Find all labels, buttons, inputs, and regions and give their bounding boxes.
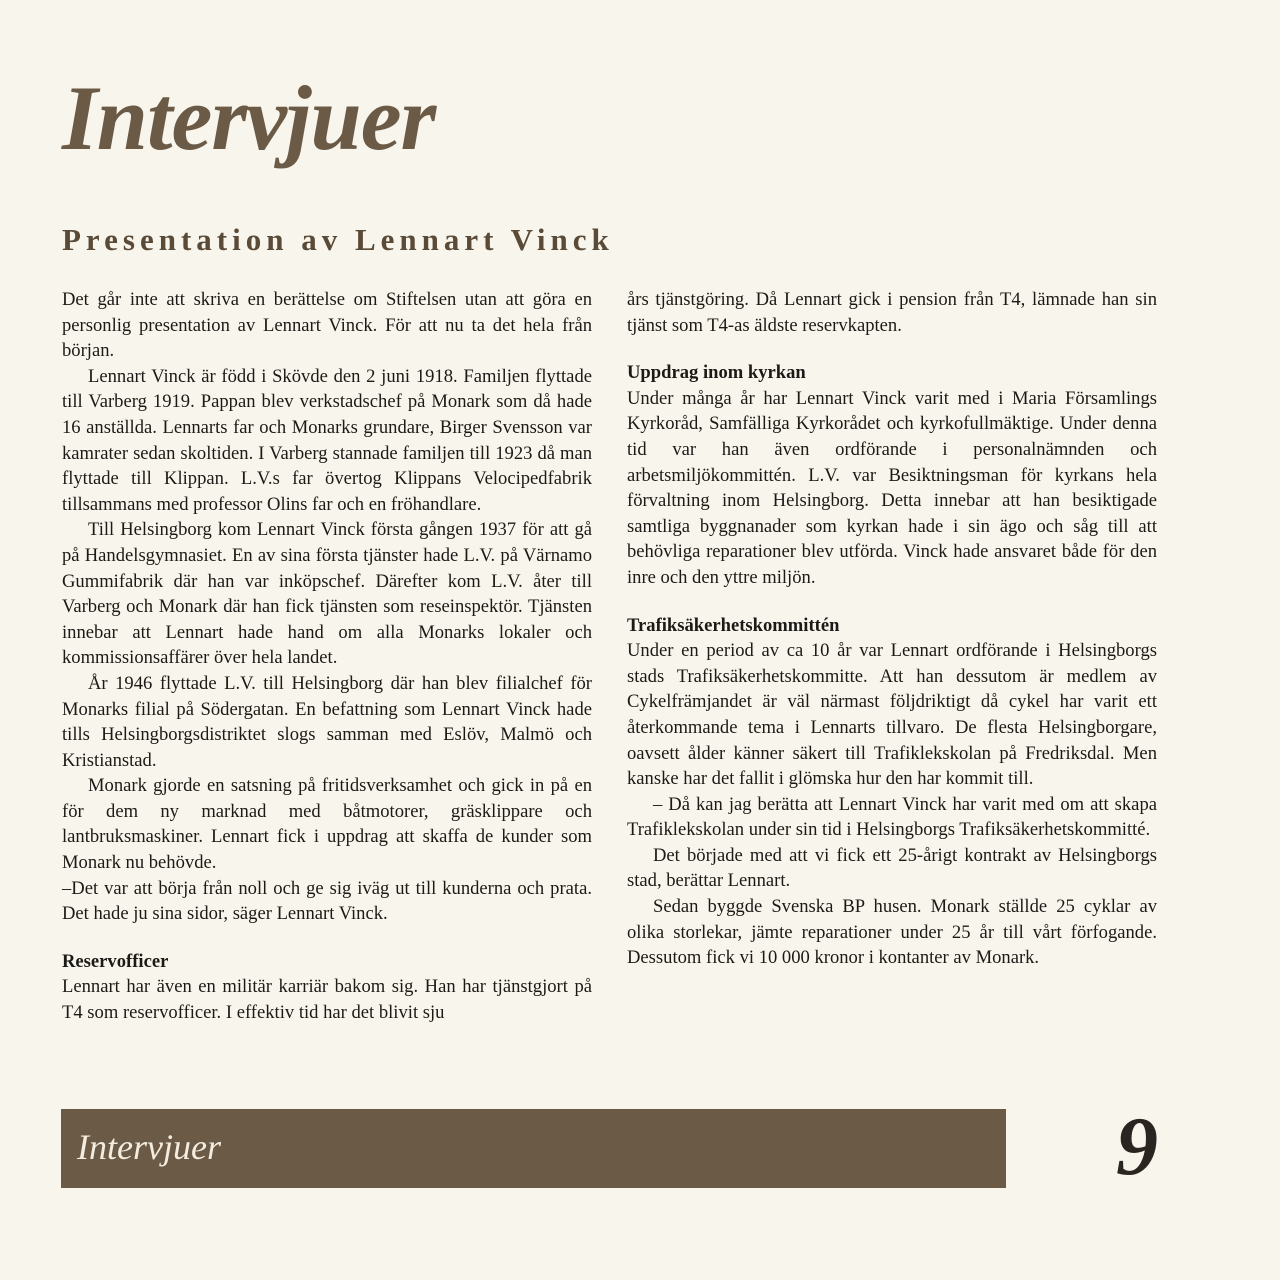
page-title: Intervjuer [62, 67, 436, 169]
paragraph: År 1946 flyttade L.V. till Helsingborg där han blev filialchef för Monarks filial på Södergatan. En befattning som Lennart Vinck hade tills Helsingborgsdistriktet slogs samman med Eslöv, Malmö och Kristianstad. [62, 672, 592, 771]
paragraph: Under en period av ca 10 år var Lennart ordförande i Helsingborgs stads Trafiksäkerhetskommitte. Att han dessutom är medlem av Cykelfrämjandet är väl närmast följdriktigt då cykel har varit ett återkommande tema i Lennarts tillvaro. De flesta Helsingborgare, oavsett ålder känner säkert till Trafiklekskolan på Fredriksdal. Men kanske har det fallit i glömska hur den har kommit till. [627, 640, 1157, 790]
right-column [627, 287, 1157, 971]
paragraph: års tjänstgöring. Då Lennart gick i pension från T4, lämnade han sin tjänst som T4-as äldste reservkapten. [627, 289, 1157, 336]
paragraph: Det går inte att skriva en berättelse om Stiftelsen utan att göra en personlig presentation av Lennart Vinck. För att nu ta det hela från början. [62, 289, 592, 362]
paragraph: Under många år har Lennart Vinck varit med i Maria Församlings Kyrkoråd, Samfälliga Kyrkorådet och kyrkofullmäktige. Under denna tid var han även ordförande i personalnämnden och arbetsmiljökommittén. L.V. var Besiktningsman för kyrkans hela förvaltning inom Helsingborg. Detta innebar att han besiktigade samtliga byggnanader som kyrkan hade i sin ägo och såg till att behövliga reparationer blev utförda. Vinck hade ansvaret både för den inre och den yttre miljön. [627, 387, 1157, 588]
paragraph: Lennart har även en militär karriär bakom sig. Han har tjänstgjort på T4 som reservofficer. I effektiv tid har det blivit sju [62, 976, 592, 1024]
paragraph: Det började med att vi fick ett 25-årigt kontrakt av Helsingborgs stad, berättar Lennart. [627, 844, 1157, 892]
article-subtitle: Presentation av Lennart Vinck [62, 222, 614, 257]
page-number: 9 [1116, 1100, 1158, 1193]
section-heading-kyrkan: Uppdrag inom kyrkan [627, 362, 806, 384]
section-heading-trafik: Trafiksäkerhetskommittén [627, 614, 840, 636]
paragraph: Sedan byggde Svenska BP husen. Monark ställde 25 cyklar av olika storlekar, jämte reparationer under 25 år till vårt förfogande. Dessutom fick vi 10 000 kronor i kontanter av Monark. [627, 896, 1157, 969]
footer-bar [61, 1109, 1006, 1188]
paragraph: –Det var att börja från noll och ge sig iväg ut till kunderna och prata. Det hade ju sina sidor, säger Lennart Vinck. [62, 877, 592, 925]
paragraph: Monark gjorde en satsning på fritidsverksamhet och gick in på en för dem ny marknad med båtmotorer, gräsklippare och lantbruksmaskiner. Lennart fick i uppdrag att skaffa de kunder som Monark nu behövde. [62, 775, 592, 874]
paragraph: Till Helsingborg kom Lennart Vinck första gången 1937 för att gå på Handelsgymnasiet. En av sina första tjänster hade L.V. på Värnamo Gummifabrik där han var inköpschef. Därefter kom L.V. åter till Varberg och Monark där han fick tjänsten som reseinspektör. Tjänsten innebar att Lennart hade hand om alla Monarks lokaler och kommissionsaffärer över hela landet. [62, 519, 592, 669]
footer-section-label: Intervjuer [77, 1127, 221, 1167]
left-column [62, 287, 592, 1026]
section-heading-reservofficer: Reservofficer [62, 950, 169, 972]
paragraph: Lennart Vinck är född i Skövde den 2 juni 1918. Familjen flyttade till Varberg 1919. Pappan blev verkstadschef på Monark som då hade 16 anställda. Lennarts far och Monarks grundare, Birger Svensson var kamrater sedan skoltiden. I Varberg stannade familjen till 1923 då man flyttade till Klippan. L.V.s far övertog Klippans Velocipedfabrik tillsammans med professor Olins far och en fröhandlare. [62, 365, 592, 515]
paragraph: – Då kan jag berätta att Lennart Vinck har varit med om att skapa Trafiklekskolan under sin tid i Helsingborgs Trafiksäkerhetskommitté. [627, 793, 1157, 841]
